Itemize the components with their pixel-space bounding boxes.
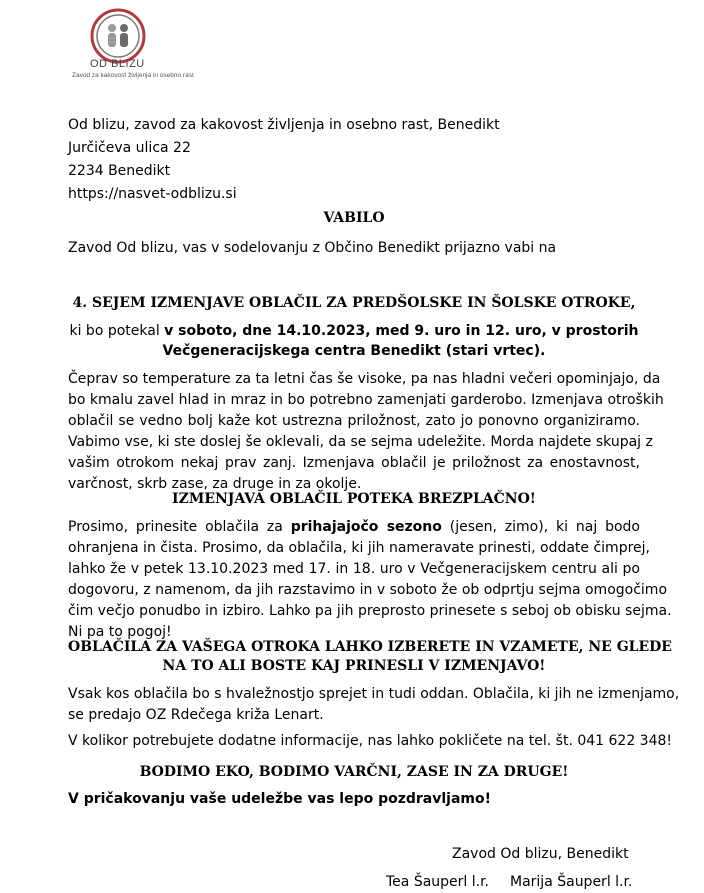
paragraph-line: bo kmalu zavel hlad in mraz in bo potrebno zamenjati garderobo. Izmenjava otroških bbox=[68, 392, 664, 408]
logo-name: OD BLIZU bbox=[90, 58, 145, 70]
text-span: Prosimo, prinesite oblačila za bbox=[68, 519, 291, 535]
paragraph-line: se predajo OZ Rdečega križa Lenart. bbox=[68, 707, 324, 723]
signatory-1: Tea Šauperl l.r. bbox=[386, 874, 490, 890]
paragraph-line: Ni pa to pogoj! bbox=[68, 624, 172, 640]
intro-text: Zavod Od blizu, vas v sodelovanju z Občino Benedikt prijazno vabi na bbox=[68, 240, 557, 256]
logo-tagline: Zavod za kakovost življenja in osebno rast bbox=[72, 72, 194, 79]
paragraph-line: vašim otrokom nekaj prav zanj. Izmenjava oblačil je priložnost za enostavnost, bbox=[68, 455, 640, 471]
paragraph-line: oblačil se vedno bolj kaže kot ustrezna priložnost, zato jo ponovno organiziramo. bbox=[68, 413, 640, 429]
paragraph-line: varčnost, skrb zase, za druge in za okolje. bbox=[68, 476, 362, 492]
paragraph-line: Vabimo vse, ki ste doslej še oklevali, da se sejma udeležite. Morda najdete skupaj z bbox=[68, 434, 653, 450]
season-emphasis: prihajajočo sezono bbox=[290, 519, 442, 535]
paragraph-instructions bbox=[68, 517, 672, 643]
eco-slogan: BODIMO EKO, BODIMO VARČNI, ZASE IN ZA DRUGE! bbox=[139, 764, 569, 780]
free-exchange-heading: IZMENJAVA OBLAČIL POTEKA BREZPLAČNO! bbox=[172, 491, 536, 507]
event-details-date: v soboto, dne 14.10.2023, med 9. uro in 12. uro, v prostorih bbox=[164, 323, 639, 339]
paragraph-intro bbox=[68, 369, 664, 495]
address-line-1: Od blizu, zavod za kakovost življenja in osebno rast, Benedikt bbox=[68, 117, 500, 133]
contact-info: V kolikor potrebujete dodatne informacije, nas lahko pokličete na tel. št. 041 622 348! bbox=[68, 733, 673, 749]
address-line-2: Jurčičeva ulica 22 bbox=[68, 140, 191, 156]
paragraph-line: ohranjena in čista. Prosimo, da oblačila, ki jih nameravate prinesti, oddate čimprej, bbox=[68, 540, 650, 556]
address-line-3: 2234 Benedikt bbox=[68, 163, 171, 179]
event-details-line-1 bbox=[68, 321, 640, 341]
closing-greeting: V pričakovanju vaše udeležbe vas lepo pozdravljamo! bbox=[68, 791, 492, 807]
event-details-line-2: Večgeneracijskega centra Benedikt (stari vrtec). bbox=[162, 343, 546, 359]
invitation-heading: VABILO bbox=[323, 210, 385, 226]
paragraph-line: lahko že v petek 13.10.2023 med 17. in 18. uro v Večgeneracijskem centru ali po bbox=[68, 561, 640, 577]
paragraph-donation bbox=[68, 684, 680, 726]
signature-organization: Zavod Od blizu, Benedikt bbox=[452, 846, 629, 862]
text-span: (jesen, zimo), ki naj bodo bbox=[441, 519, 640, 535]
website-link[interactable]: https://nasvet-odblizu.si bbox=[68, 186, 237, 202]
paragraph-line: Čeprav so temperature za ta letni čas še visoke, pa nas hladni večeri opominjajo, da bbox=[68, 371, 661, 387]
paragraph-line: dogovoru, z namenom, da jih razstavimo in v soboto že ob odprtju sejma omogočimo bbox=[68, 582, 668, 598]
paragraph-line bbox=[68, 517, 640, 538]
paragraph-line: Vsak kos oblačila bo s hvaležnostjo sprejet in tudi oddan. Oblačila, ki jih ne izmenjamo, bbox=[68, 686, 680, 702]
choose-heading-line-1: OBLAČILA ZA VAŠEGA OTROKA LAHKO IZBERETE IN VZAMETE, NE GLEDE bbox=[68, 639, 672, 655]
paragraph-line: čim večjo ponudbo in izbiro. Lahko pa jih preprosto prinesete s seboj ob obisku sejma. bbox=[68, 603, 672, 619]
signatory-2: Marija Šauperl l.r. bbox=[510, 874, 633, 890]
event-title: 4. SEJEM IZMENJAVE OBLAČIL ZA PREDŠOLSKE IN ŠOLSKE OTROKE, bbox=[72, 295, 636, 311]
event-details-prefix: ki bo potekal bbox=[69, 323, 165, 339]
choose-heading-line-2: NA TO ALI BOSTE KAJ PRINESLI V IZMENJAVO! bbox=[162, 658, 546, 674]
